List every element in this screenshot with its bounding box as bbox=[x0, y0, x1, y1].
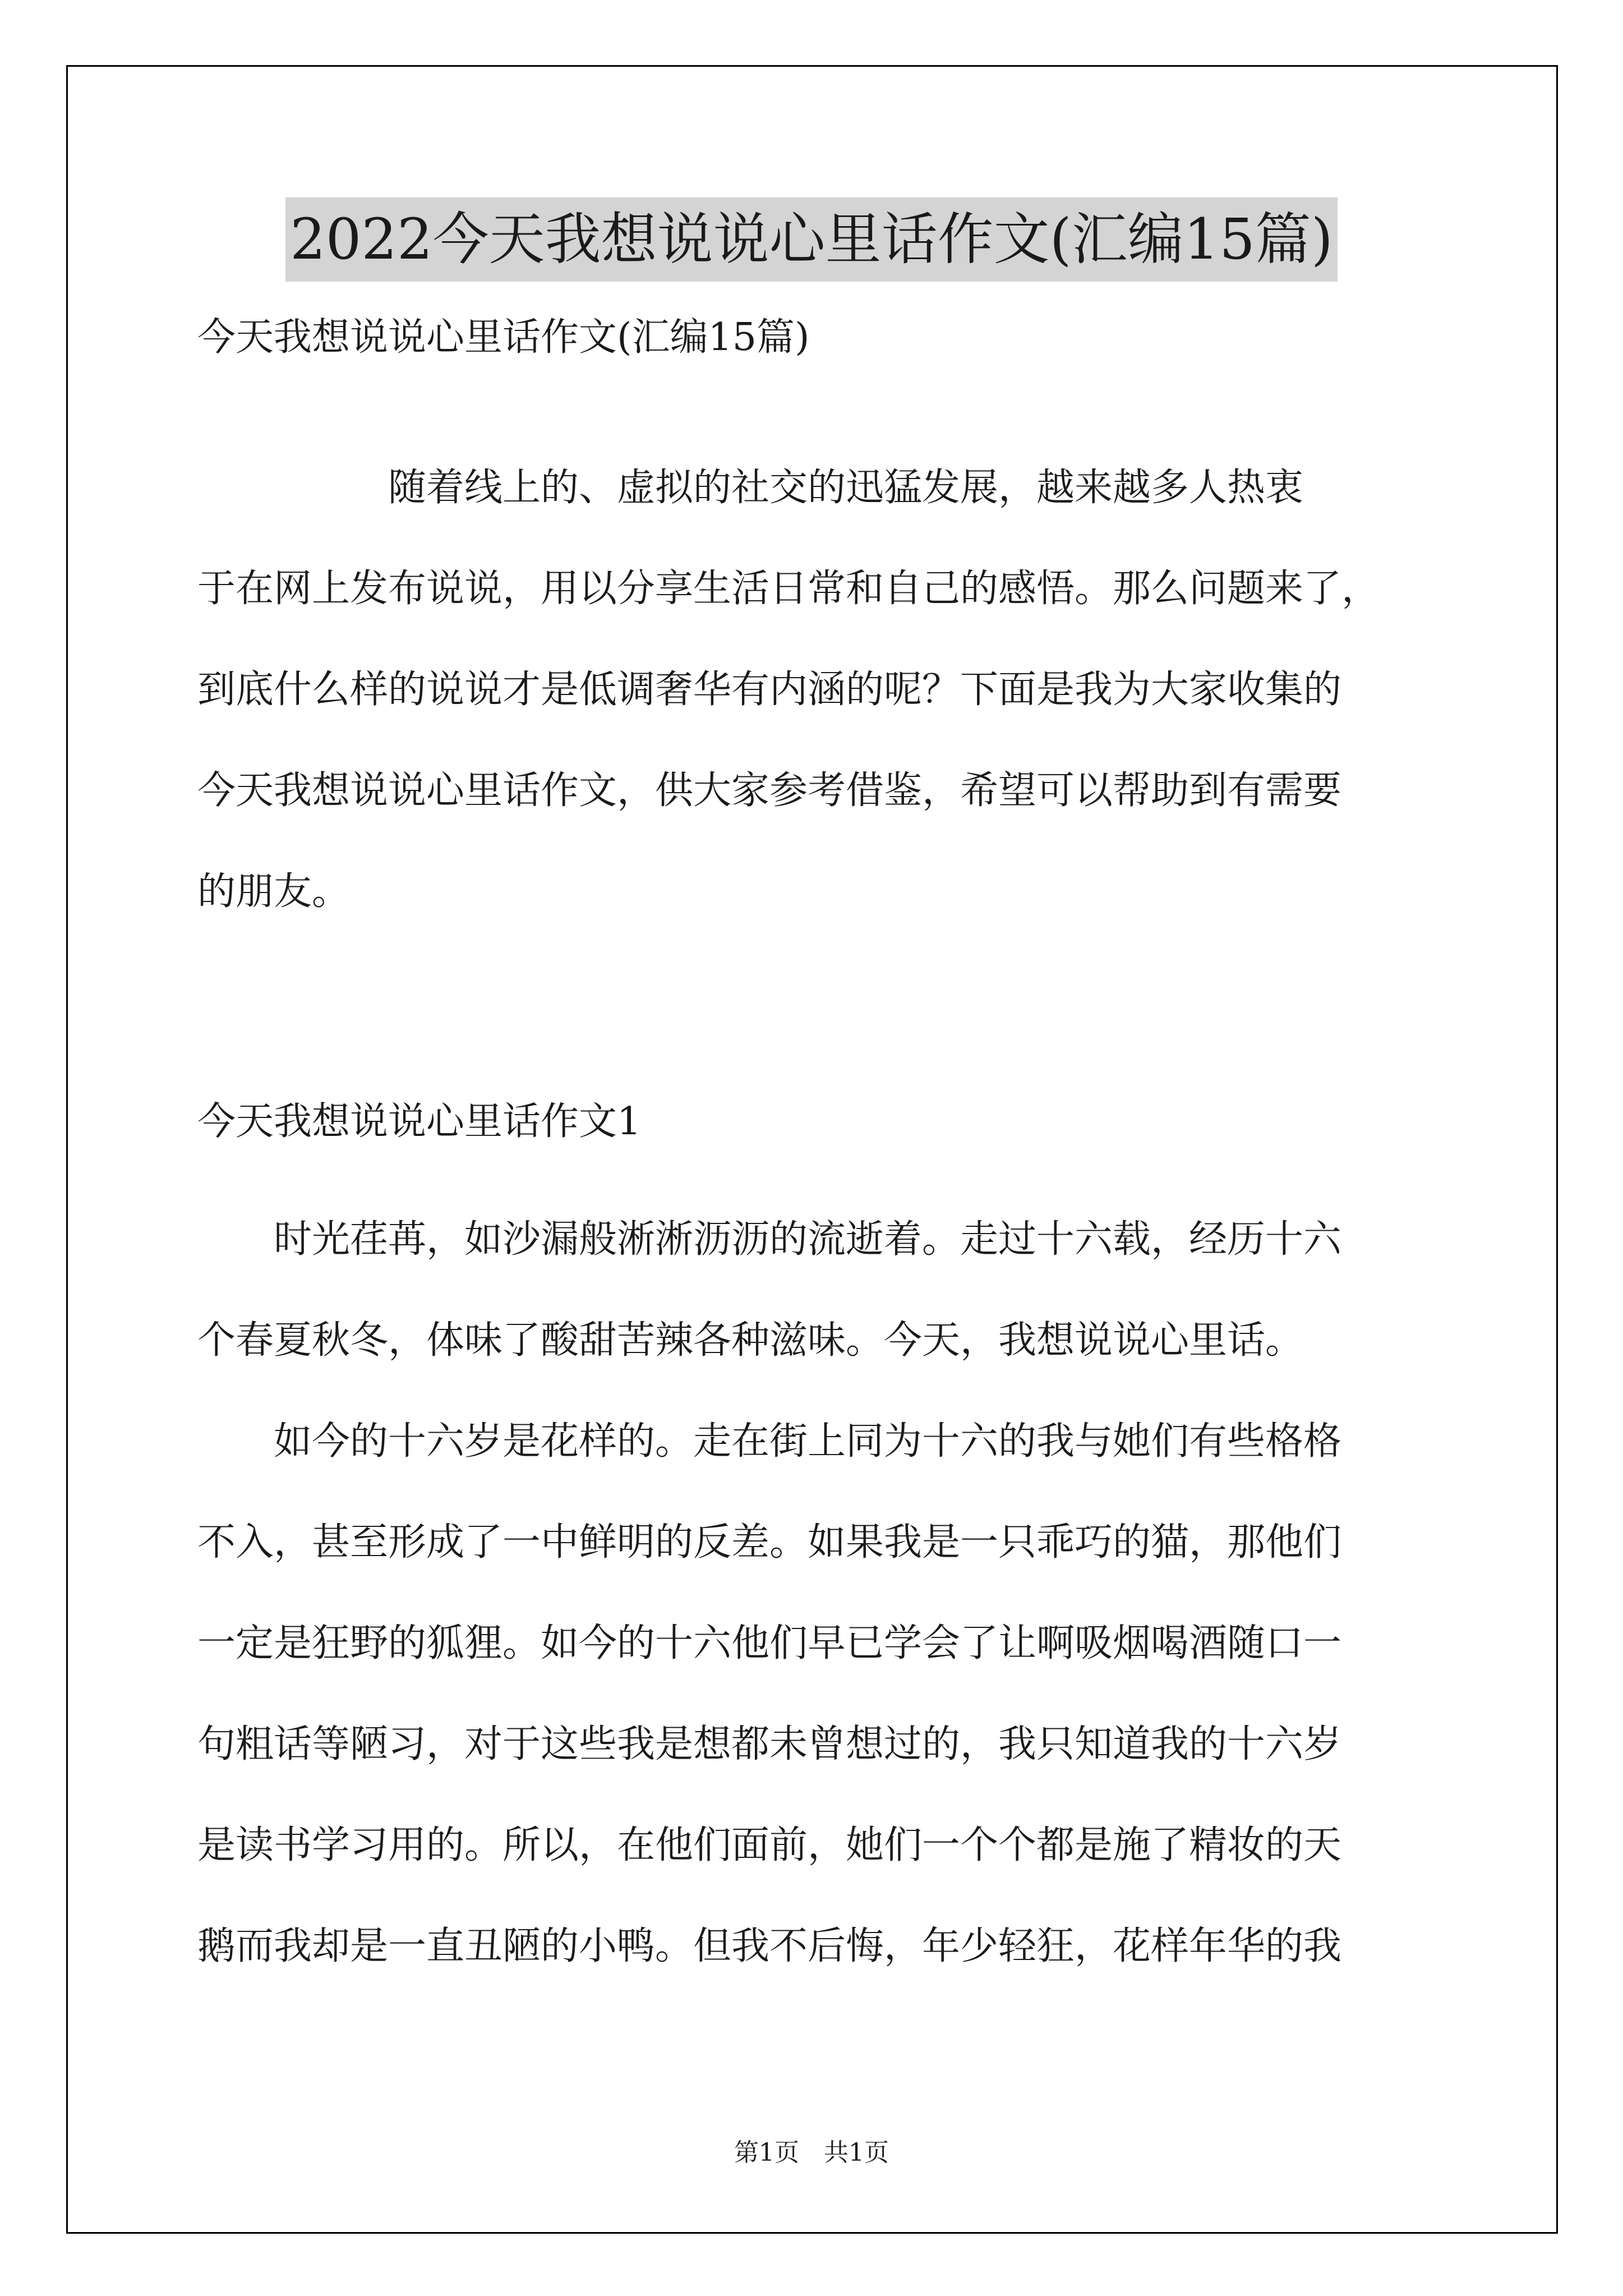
paragraph-line: 是读书学习用的。所以，在他们面前，她们一个个都是施了精妆的天 bbox=[197, 1823, 1342, 1867]
paragraph-line: 鹅而我却是一直丑陋的小鸭。但我不后悔，年少轻狂，花样年华的我 bbox=[197, 1924, 1342, 1968]
intro-line: 到底什么样的说说才是低调奢华有内涵的呢？下面是我为大家收集的 bbox=[197, 668, 1342, 712]
intro-paragraph bbox=[197, 438, 1431, 942]
body-paragraph-2 bbox=[197, 1391, 1431, 1997]
section-heading: 今天我想说说心里话作文1 bbox=[197, 1099, 642, 1144]
paragraph-line: 句粗话等陋习，对于这些我是想都未曾想过的，我只知道我的十六岁 bbox=[197, 1722, 1342, 1766]
page-footer: 第1页 共1页 bbox=[734, 2138, 889, 2167]
intro-line: 今天我想说说心里话作文，供大家参考借鉴，希望可以帮助到有需要 bbox=[197, 769, 1342, 813]
body-paragraph-1 bbox=[197, 1189, 1431, 1391]
paragraph-line: 时光荏苒，如沙漏般淅淅沥沥的流逝着。走过十六载，经历十六 bbox=[197, 1217, 1342, 1262]
title-container bbox=[0, 197, 1623, 282]
paragraph-line: 不入，甚至形成了一中鲜明的反差。如果我是一只乖巧的猫，那他们 bbox=[197, 1520, 1342, 1565]
paragraph-line: 如今的十六岁是花样的。走在街上同为十六的我与她们有些格格 bbox=[197, 1419, 1342, 1464]
intro-line: 的朋友。 bbox=[197, 869, 351, 914]
document-subtitle: 今天我想说说心里话作文(汇编15篇) bbox=[197, 315, 810, 360]
paragraph-line: 一定是狂野的狐狸。如今的十六他们早已学会了让啊吸烟喝酒随口一 bbox=[197, 1621, 1342, 1665]
document-title: 2022今天我想说说心里话作文(汇编15篇) bbox=[285, 197, 1338, 282]
intro-line: 于在网上发布说说，用以分享生活日常和自己的感悟。那么问题来了， bbox=[197, 567, 1380, 611]
paragraph-line: 个春夏秋冬，体味了酸甜苦辣各种滋味。今天，我想说说心里话。 bbox=[197, 1318, 1304, 1363]
intro-line: 随着线上的、虚拟的社交的迅猛发展，越来越多人热衷 bbox=[197, 466, 1304, 510]
